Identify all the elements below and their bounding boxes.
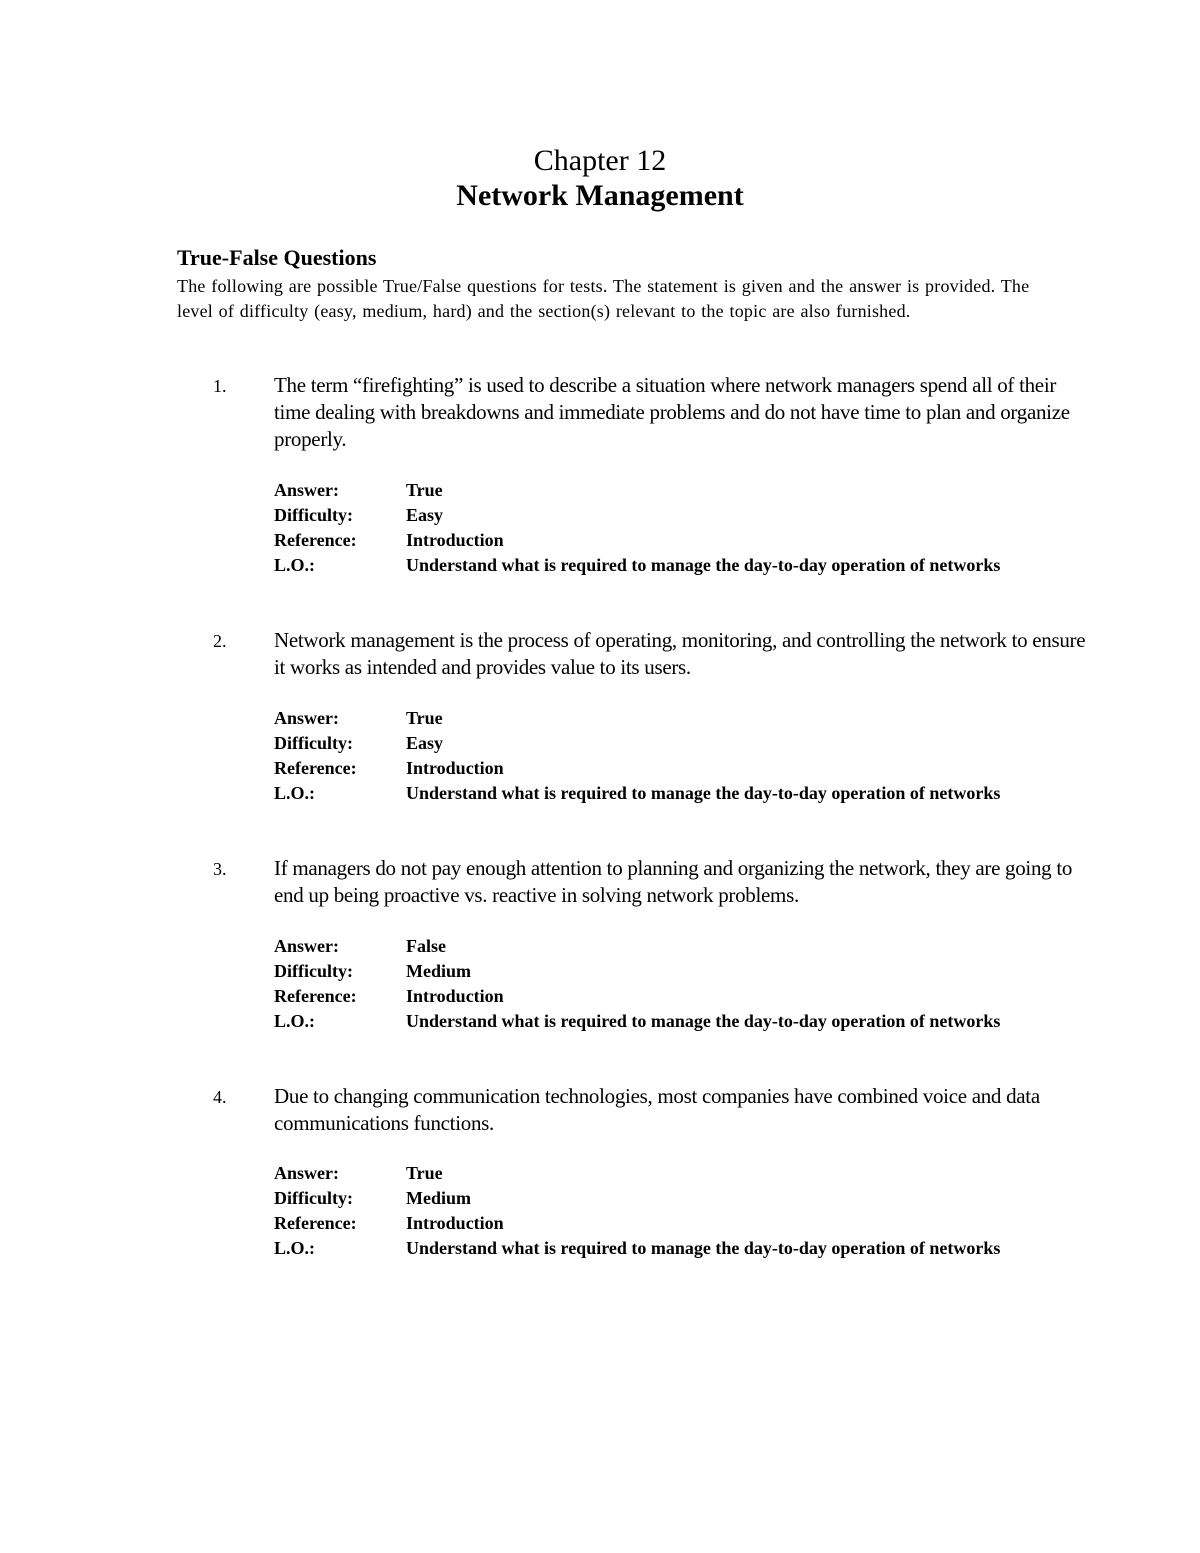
reference-value: Introduction	[406, 530, 504, 550]
lo-label: L.O.:	[274, 783, 316, 803]
chapter-title: Network Management	[456, 179, 744, 212]
difficulty-row	[274, 1186, 1054, 1211]
reference-label: Reference:	[274, 758, 357, 778]
lo-row	[274, 553, 1054, 578]
reference-label: Reference:	[274, 1213, 357, 1233]
difficulty-label: Difficulty:	[274, 961, 353, 981]
difficulty-value: Easy	[406, 505, 444, 525]
answer-details	[274, 934, 1054, 1034]
section-intro: The following are possible True/False questions for tests. The statement is given and the answer is provided. The level of difficulty (easy, medium, hard) and the section(s) relevant to the topic are also furnished.	[177, 276, 1030, 321]
answer-row	[274, 1161, 1054, 1186]
difficulty-row	[274, 503, 1054, 528]
reference-value: Introduction	[406, 758, 504, 778]
lo-row	[274, 1236, 1054, 1261]
answer-value: False	[406, 936, 446, 956]
question-text: Due to changing communication technologies, most companies have combined voice and data communications functions.	[274, 1084, 1040, 1135]
answer-value: True	[406, 1163, 443, 1183]
difficulty-value: Easy	[406, 733, 444, 753]
reference-label: Reference:	[274, 530, 357, 550]
difficulty-label: Difficulty:	[274, 733, 353, 753]
answer-details	[274, 1161, 1054, 1261]
answer-label: Answer:	[274, 936, 339, 956]
question-number: 3.	[213, 859, 227, 879]
lo-value: Understand what is required to manage the day-to-day operation of networks	[406, 555, 1001, 575]
answer-value: True	[406, 480, 443, 500]
reference-row	[274, 528, 1054, 553]
question-number: 2.	[213, 631, 227, 651]
question-number: 1.	[213, 376, 227, 396]
lo-value: Understand what is required to manage the day-to-day operation of networks	[406, 1011, 1001, 1031]
chapter-number: Chapter 12	[533, 144, 667, 177]
answer-row	[274, 706, 1054, 731]
lo-label: L.O.:	[274, 1011, 316, 1031]
answer-label: Answer:	[274, 708, 339, 728]
reference-row	[274, 1211, 1054, 1236]
difficulty-label: Difficulty:	[274, 505, 353, 525]
answer-row	[274, 478, 1054, 503]
lo-row	[274, 1009, 1054, 1034]
difficulty-value: Medium	[406, 961, 471, 981]
question-number: 4.	[213, 1087, 227, 1107]
section-heading: True-False Questions	[177, 245, 377, 270]
reference-value: Introduction	[406, 986, 504, 1006]
lo-row	[274, 781, 1054, 806]
reference-value: Introduction	[406, 1213, 504, 1233]
answer-details	[274, 706, 1054, 806]
lo-label: L.O.:	[274, 555, 316, 575]
difficulty-label: Difficulty:	[274, 1188, 353, 1208]
difficulty-value: Medium	[406, 1188, 471, 1208]
reference-label: Reference:	[274, 986, 357, 1006]
answer-details	[274, 478, 1054, 578]
question-text: Network management is the process of operating, monitoring, and controlling the network to ensure it works as intended and provides value to its users.	[274, 628, 1086, 679]
question-text: The term “firefighting” is used to describe a situation where network managers spend all of their time dealing with breakdowns and immediate problems and do not have time to plan and organize properly.	[274, 373, 1070, 451]
lo-value: Understand what is required to manage the day-to-day operation of networks	[406, 1238, 1001, 1258]
difficulty-row	[274, 731, 1054, 756]
lo-value: Understand what is required to manage the day-to-day operation of networks	[406, 783, 1001, 803]
reference-row	[274, 756, 1054, 781]
question-text: If managers do not pay enough attention to planning and organizing the network, they are going to end up being proactive vs. reactive in solving network problems.	[274, 856, 1073, 907]
answer-value: True	[406, 708, 443, 728]
lo-label: L.O.:	[274, 1238, 316, 1258]
difficulty-row	[274, 959, 1054, 984]
answer-row	[274, 934, 1054, 959]
reference-row	[274, 984, 1054, 1009]
answer-label: Answer:	[274, 480, 339, 500]
answer-label: Answer:	[274, 1163, 339, 1183]
